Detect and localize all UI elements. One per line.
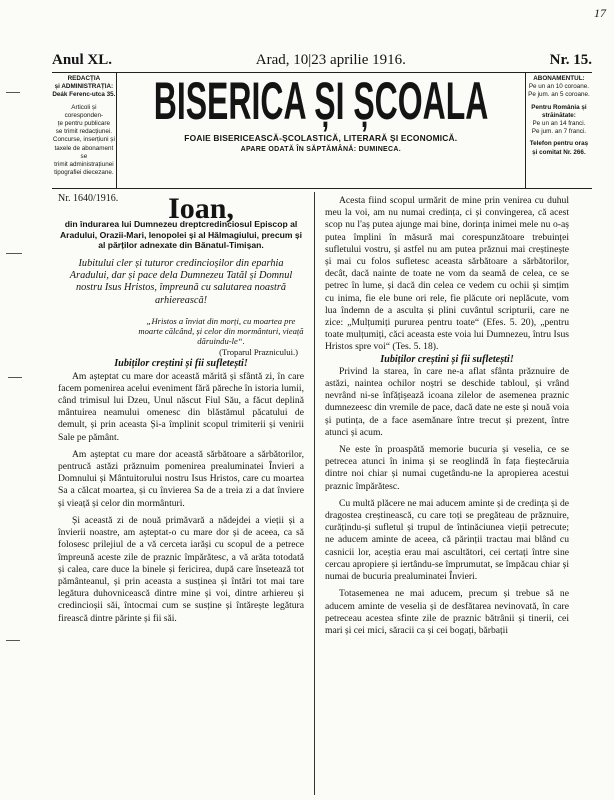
paragraph: Acesta fiind scopul urmărit de mine prin venirea cu duhul meu la voi, am nu numai credința, ci și convingerea, că acest scop nu l'aș putea ajunge mai bine, dorința inimei mele nu o-aș putea împlini în măsură mai corespunzătoare trebuinței sufletului vostru, și astfel nu am putea prăznui mai creștinește și mai cu folos sufletesc aceasta sărbătoare a sărbătorilor, decât, dacă nainte de toate ne vom da seamă de celea, ce se petrec în lume, și dacă din celea ce vedem cu ochii și simțim cu inima, fie ele bune ori rele, fie plăcute ori neplăcute, vom lua îndemn de a asculta și plini cuvântul scripturii, care ne zice: „Mulțumiți pururea pentru toate“ (Efes. 5. 20), „pentru toate mulțumiți, căci aceasta este voia lui Dumnezeu, întru Isus Hristos spre voi“ (Tes. 5. 18). bbox=[325, 195, 569, 353]
editorial-info: REDACȚIA și ADMINISTRAȚIA: Deák Ferenc-utca 35. Articoli și coresponden- țe pentru publicare se trimit redacțiunei. Concurse, inserțiuni și taxele de abonament se trimit administrațiunei tipografiei diecezane. bbox=[52, 75, 116, 177]
epigraph-quote: „Hristos a înviat din morți, cu moartea pre moarte călcând, și celor din mormânturi, vieață dăruindu-le“. bbox=[138, 316, 304, 347]
section-heading: Iubiților creștini și fii sufletești! bbox=[380, 353, 514, 365]
right-column bbox=[325, 195, 569, 637]
page-number: 17 bbox=[594, 6, 606, 20]
publication-frequency: APARE ODATĂ ÎN SĂPTĂMÂNĂ: DUMINECA. bbox=[240, 146, 401, 153]
paragraph: Totasemenea ne mai aducem, precum și trebue să ne aducem aminte de veselia și de desfătarea nevinovată, în care petreceau acestea sfinte zile de praznic bătrânii și tinerii, cei mari și cei mici, săracii ca și cei bogați, bărbații bbox=[325, 588, 569, 636]
issue-number: Nr. 15. bbox=[549, 52, 592, 68]
left-column bbox=[58, 193, 304, 625]
paragraph: Ne este în proaspătă memorie bucuria și veselia, ce se petrecea atunci în inima și se reoglindă în fața fieștecăruia dintre noi chiar și numai cugetându-ne la apropierea acestui praznic împărătesc. bbox=[325, 444, 569, 492]
volume-label: Anul XL. bbox=[52, 52, 113, 68]
paragraph: Am așteptat cu mare dor această mărită și sfântă zi, în care facem pomenirea acelui eveniment fără păreche în istoria lumii, când trimisul lui Dzeu, Unul născut Fiul Său, a făcut deplină mântuirea neamului omenesc din blăstămul păcatului de demult, și prin aceasta Și-a împlinit scopul trimiterii și venirii Sale pe pământ. bbox=[58, 370, 304, 443]
newspaper-subtitle: FOAIE BISERICEASCĂ-ȘCOLASTICĂ, LITERARĂ ȘI ECONOMICĂ. bbox=[184, 133, 458, 143]
column-divider bbox=[314, 192, 315, 795]
paragraph: Și această zi de nouă primăvară a nădejdei a vieții și a învierii noastre, am așteptat-o cu mare dor și de aceea, ca să folosesc prilejiul de a vă cerceta iarăși cu scopul de a petrece împreună aceste zile de praznic împărătesc, a vă arăta totodată și calea, care duce la binele și fericirea, după care însetează tot pământeanul, și prin aceasta a susținea și întări tot mai tare legătura duhovnicească dintre mine și voi, dintre arhiereu și credincioșii săi, întocmai cum se susține și întărește legătura firească dintre părinte și fii săi. bbox=[58, 514, 304, 624]
masthead bbox=[52, 73, 592, 188]
masthead-rule bbox=[52, 188, 592, 189]
margin-marks bbox=[0, 0, 50, 800]
issue-date: Arad, 10|23 aprilie 1916. bbox=[255, 52, 406, 68]
paragraph: Am așteptat cu mare dor această sărbătoare a sărbătorilor, pentrucă astăzi prăznuim pomenirea prealuminatei Învieri a Domnului și Mântuitorului nostru Isus Hristos, care cu moartea Sa a călcat moartea, și cu învierea Sa de a treia zi a dat înviere și vieață și celor din mormânturi. bbox=[58, 448, 304, 509]
subscription-info: ABONAMENTUL: Pe un an 10 coroane. Pe jum. an 5 coroane. Pentru România și străinătate: Pe un an 14 franci. Pe jum. an 7 franci. Telefon pentru oraș și comitat Nr. 266. bbox=[528, 75, 590, 156]
section-heading: Iubiților creștini și fii sufletești! bbox=[114, 358, 248, 370]
newspaper-title: BISERICA ȘI ȘCOALA bbox=[153, 73, 489, 132]
issue-header bbox=[52, 52, 592, 69]
bishop-name: Ioan, bbox=[168, 192, 234, 226]
bishop-titles: din îndurarea lui Dumnezeu dreptcredinciosul Episcop al Aradului, Orazii-Mari, Ienopolei și al Hălmagiului, precum și al părților adnexate din Bănatul-Timișan. bbox=[59, 219, 303, 251]
document-number: Nr. 1640/1916. bbox=[58, 193, 119, 204]
greeting: Iubitului cler și tuturor credincioșilor din eparhia Aradului, dar și pace dela Dumnezeu Tatăl și Domnul nostru Isus Hristos, împreună cu salutarea noastră arhierească! bbox=[69, 257, 293, 306]
paragraph: Cu multă plăcere ne mai aducem aminte și de credința și de dragostea creștinească, cu care toți se pregăteau de prăznuire, curățindu-și sufletul și trupul de întinăciunea vieții petrecute; ne aducem aminte de aceea, că părinții tractau mai blând cu casnicii lor, aceștia erau mai ascultători, cei certați între sine cercau apropiere și iertându-se împrumutat, se împăcau chiar și numai de bucuria prealuminatei Învieri. bbox=[325, 497, 569, 583]
masthead-title-block bbox=[116, 73, 526, 188]
paragraph: Privind la starea, în care ne-a aflat sfânta prăznuire de astăzi, naintea ochilor noștri se deschide tabloul, și vrând nevrând ni-se înfățișează icoana zilelor de asemenea praznic dumnezeesc din vremile de pace, dacă date ne este și nouă voia și putința, de a face asemănare între trecut și prezent, între atunci și acum. bbox=[325, 365, 569, 438]
epigraph-source: (Troparul Praznicului.) bbox=[219, 347, 298, 358]
